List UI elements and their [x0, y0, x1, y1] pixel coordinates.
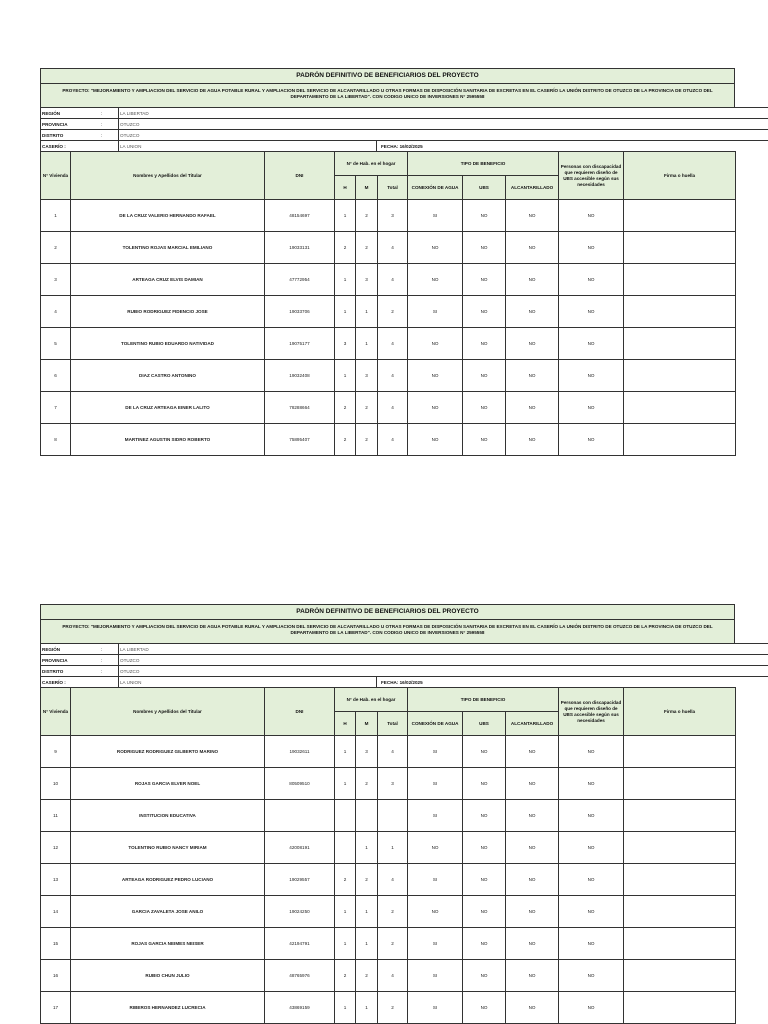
- cell-discapacidad: NO: [559, 392, 624, 424]
- cell-dni: 48154697: [265, 200, 335, 232]
- cell-conexion: SI: [408, 800, 463, 832]
- cell-total: 4: [378, 864, 408, 896]
- cell-titular: ARTEAGA CRUZ ELVIS DAMIAN: [71, 264, 265, 296]
- beneficiary-sheet-2: [40, 604, 735, 1024]
- cell-n-vivienda: 17: [41, 992, 71, 1024]
- cell-firma[interactable]: [624, 992, 736, 1024]
- cell-m: [356, 800, 378, 832]
- cell-m: 1: [356, 896, 378, 928]
- cell-firma[interactable]: [624, 800, 736, 832]
- cell-dni: 19075177: [265, 328, 335, 360]
- cell-discapacidad: NO: [559, 328, 624, 360]
- cell-n-vivienda: 12: [41, 832, 71, 864]
- cell-m: 1: [356, 328, 378, 360]
- cell-firma[interactable]: [624, 768, 736, 800]
- cell-h: 1: [335, 736, 356, 768]
- cell-ubs: NO: [463, 832, 506, 864]
- cell-total: 1: [378, 832, 408, 864]
- cell-titular: TOLENTINO RUBIO EDUARDO NATIVIDAD: [71, 328, 265, 360]
- cell-total: [378, 800, 408, 832]
- cell-n-vivienda: 11: [41, 800, 71, 832]
- cell-conexion: SI: [408, 736, 463, 768]
- col-hab: N° de Hab. en el hogar: [335, 152, 408, 176]
- cell-discapacidad: NO: [559, 896, 624, 928]
- cell-titular: MARTINEZ AGUSTIN SIDRO ROBERTO: [71, 424, 265, 456]
- cell-conexion: SI: [408, 768, 463, 800]
- distrito-value: OTUZCO: [119, 666, 768, 677]
- cell-titular: INSTITUCION EDUCATIVA: [71, 800, 265, 832]
- distrito-label: DISTRITO: [41, 666, 85, 677]
- col-h: H: [335, 712, 356, 736]
- caserio-value: LA UNION: [119, 141, 377, 152]
- col-tipo: TIPO DE BENEFICIO: [408, 152, 559, 176]
- cell-ubs: NO: [463, 736, 506, 768]
- colon: :: [85, 119, 119, 130]
- cell-h: [335, 832, 356, 864]
- cell-titular: RODRIGUEZ RODRIGUEZ GILBERTO MARINO: [71, 736, 265, 768]
- cell-h: 1: [335, 768, 356, 800]
- cell-discapacidad: NO: [559, 736, 624, 768]
- info-row-distrito: [41, 666, 768, 677]
- region-value: LA LIBERTAD: [119, 644, 768, 655]
- cell-ubs: NO: [463, 768, 506, 800]
- cell-dni: 19033706: [265, 296, 335, 328]
- cell-h: [335, 800, 356, 832]
- cell-h: 1: [335, 264, 356, 296]
- cell-n-vivienda: 7: [41, 392, 71, 424]
- cell-ubs: NO: [463, 360, 506, 392]
- cell-ubs: NO: [463, 232, 506, 264]
- cell-ubs: NO: [463, 328, 506, 360]
- col-ubs: UBS: [463, 176, 506, 200]
- cell-n-vivienda: 5: [41, 328, 71, 360]
- cell-ubs: NO: [463, 800, 506, 832]
- cell-discapacidad: NO: [559, 864, 624, 896]
- cell-titular: RIBEROS HERNANDEZ LUCRECIA: [71, 992, 265, 1024]
- cell-conexion: SI: [408, 200, 463, 232]
- cell-m: 2: [356, 960, 378, 992]
- cell-titular: DE LA CRUZ VALERIO HERNANDO RAFAEL: [71, 200, 265, 232]
- beneficiary-sheet-1: [40, 68, 735, 456]
- cell-alcantarillado: NO: [506, 896, 559, 928]
- table-row: [41, 864, 736, 896]
- cell-titular: DIAZ CASTRO ANTONINO: [71, 360, 265, 392]
- col-alcantarillado: ALCANTARILLADO: [506, 712, 559, 736]
- location-info: [40, 643, 768, 687]
- cell-firma[interactable]: [624, 928, 736, 960]
- table-row: [41, 896, 736, 928]
- cell-alcantarillado: NO: [506, 232, 559, 264]
- table-header-row-1: [41, 152, 736, 176]
- cell-m: 1: [356, 296, 378, 328]
- cell-dni: [265, 800, 335, 832]
- colon: :: [85, 644, 119, 655]
- cell-total: 2: [378, 896, 408, 928]
- col-total: Total: [378, 712, 408, 736]
- cell-discapacidad: NO: [559, 264, 624, 296]
- cell-dni: 19032611: [265, 736, 335, 768]
- col-alcantarillado: ALCANTARILLADO: [506, 176, 559, 200]
- provincia-value: OTUZCO: [119, 655, 768, 666]
- cell-m: 3: [356, 736, 378, 768]
- col-firma: Firma o huella: [624, 688, 736, 736]
- cell-ubs: NO: [463, 864, 506, 896]
- cell-dni: 80509510: [265, 768, 335, 800]
- fecha: FECHA: 16/02/2025: [377, 677, 768, 688]
- col-h: H: [335, 176, 356, 200]
- info-row-region: [41, 108, 768, 119]
- cell-total: 4: [378, 360, 408, 392]
- cell-firma[interactable]: [624, 392, 736, 424]
- table-row: [41, 832, 736, 864]
- colon: :: [85, 655, 119, 666]
- cell-alcantarillado: NO: [506, 264, 559, 296]
- cell-dni: 19029557: [265, 864, 335, 896]
- cell-h: 1: [335, 296, 356, 328]
- cell-total: 2: [378, 296, 408, 328]
- cell-dni: 19024250: [265, 896, 335, 928]
- cell-alcantarillado: NO: [506, 296, 559, 328]
- cell-discapacidad: NO: [559, 424, 624, 456]
- cell-discapacidad: NO: [559, 768, 624, 800]
- cell-conexion: SI: [408, 296, 463, 328]
- col-conexion: CONEXIÓN DE AGUA: [408, 712, 463, 736]
- cell-m: 2: [356, 200, 378, 232]
- cell-firma[interactable]: [624, 200, 736, 232]
- table-row: [41, 360, 736, 392]
- col-n-vivienda: N° Vivienda: [41, 688, 71, 736]
- col-titular: Nombres y Apellidos del Titular: [71, 688, 265, 736]
- cell-firma[interactable]: [624, 296, 736, 328]
- cell-discapacidad: NO: [559, 992, 624, 1024]
- cell-conexion: NO: [408, 424, 463, 456]
- cell-total: 4: [378, 736, 408, 768]
- cell-firma[interactable]: [624, 864, 736, 896]
- table-row: [41, 800, 736, 832]
- info-row-caserio: [41, 677, 768, 688]
- region-label: REGIÓN: [41, 644, 85, 655]
- cell-total: 4: [378, 392, 408, 424]
- info-row-region: [41, 644, 768, 655]
- cell-alcantarillado: NO: [506, 832, 559, 864]
- table-row: [41, 392, 736, 424]
- cell-conexion: NO: [408, 896, 463, 928]
- col-m: M: [356, 712, 378, 736]
- table-row: [41, 992, 736, 1024]
- sheet-title: PADRÓN DEFINITIVO DE BENEFICIARIOS DEL PROYECTO: [40, 68, 735, 83]
- cell-alcantarillado: NO: [506, 328, 559, 360]
- cell-conexion: NO: [408, 232, 463, 264]
- cell-n-vivienda: 15: [41, 928, 71, 960]
- cell-total: 4: [378, 328, 408, 360]
- table-body: [41, 200, 736, 456]
- cell-total: 2: [378, 992, 408, 1024]
- cell-ubs: NO: [463, 264, 506, 296]
- cell-conexion: SI: [408, 864, 463, 896]
- cell-firma[interactable]: [624, 232, 736, 264]
- table-row: [41, 736, 736, 768]
- col-dni: DNI: [265, 152, 335, 200]
- cell-h: 1: [335, 992, 356, 1024]
- cell-alcantarillado: NO: [506, 768, 559, 800]
- cell-alcantarillado: NO: [506, 392, 559, 424]
- cell-firma[interactable]: [624, 896, 736, 928]
- cell-conexion: NO: [408, 360, 463, 392]
- table-body: [41, 736, 736, 1024]
- col-dni: DNI: [265, 688, 335, 736]
- region-label: REGIÓN: [41, 108, 85, 119]
- cell-alcantarillado: NO: [506, 992, 559, 1024]
- cell-titular: ROJAS GARCIA NEIMES NEISER: [71, 928, 265, 960]
- table-row: [41, 264, 736, 296]
- cell-firma[interactable]: [624, 360, 736, 392]
- cell-ubs: NO: [463, 992, 506, 1024]
- cell-alcantarillado: NO: [506, 736, 559, 768]
- col-discapacidad: Personas con discapacidad que requieren diseño de UBS accesible según sus necesidades: [559, 152, 624, 200]
- fecha: FECHA: 16/02/2025: [377, 141, 768, 152]
- caserio-label: CASERÍO :: [41, 677, 85, 688]
- info-row-provincia: [41, 655, 768, 666]
- cell-discapacidad: NO: [559, 928, 624, 960]
- cell-conexion: SI: [408, 960, 463, 992]
- cell-h: 2: [335, 232, 356, 264]
- cell-ubs: NO: [463, 296, 506, 328]
- table-row: [41, 200, 736, 232]
- location-info: [40, 107, 768, 151]
- cell-discapacidad: NO: [559, 296, 624, 328]
- distrito-label: DISTRITO: [41, 130, 85, 141]
- cell-n-vivienda: 13: [41, 864, 71, 896]
- cell-alcantarillado: NO: [506, 928, 559, 960]
- table-row: [41, 328, 736, 360]
- col-titular: Nombres y Apellidos del Titular: [71, 152, 265, 200]
- colon: :: [85, 108, 119, 119]
- table-header-row-1: [41, 688, 736, 712]
- cell-discapacidad: NO: [559, 232, 624, 264]
- cell-n-vivienda: 16: [41, 960, 71, 992]
- cell-alcantarillado: NO: [506, 200, 559, 232]
- cell-n-vivienda: 4: [41, 296, 71, 328]
- table-row: [41, 424, 736, 456]
- cell-ubs: NO: [463, 896, 506, 928]
- caserio-label: CASERÍO :: [41, 141, 85, 152]
- col-n-vivienda: N° Vivienda: [41, 152, 71, 200]
- cell-n-vivienda: 3: [41, 264, 71, 296]
- cell-alcantarillado: NO: [506, 960, 559, 992]
- cell-titular: RUBIO RODRIGUEZ FIDENCIO JOSE: [71, 296, 265, 328]
- cell-dni: 43869159: [265, 992, 335, 1024]
- cell-titular: TOLENTINO ROJAS MARCIAL EMILIANO: [71, 232, 265, 264]
- cell-alcantarillado: NO: [506, 424, 559, 456]
- cell-n-vivienda: 9: [41, 736, 71, 768]
- table-row: [41, 960, 736, 992]
- col-tipo: TIPO DE BENEFICIO: [408, 688, 559, 712]
- cell-m: 2: [356, 232, 378, 264]
- cell-n-vivienda: 2: [41, 232, 71, 264]
- cell-conexion: NO: [408, 328, 463, 360]
- cell-h: 3: [335, 328, 356, 360]
- cell-total: 4: [378, 232, 408, 264]
- cell-m: 2: [356, 768, 378, 800]
- cell-alcantarillado: NO: [506, 360, 559, 392]
- cell-firma[interactable]: [624, 264, 736, 296]
- cell-n-vivienda: 8: [41, 424, 71, 456]
- cell-total: 3: [378, 200, 408, 232]
- col-conexion: CONEXIÓN DE AGUA: [408, 176, 463, 200]
- cell-titular: DE LA CRUZ ARTEAGA EINER LALITO: [71, 392, 265, 424]
- cell-firma[interactable]: [624, 736, 736, 768]
- beneficiary-table: [40, 151, 736, 456]
- cell-dni: 48765976: [265, 960, 335, 992]
- cell-ubs: NO: [463, 200, 506, 232]
- cell-dni: 42008191: [265, 832, 335, 864]
- cell-alcantarillado: NO: [506, 800, 559, 832]
- cell-total: 4: [378, 264, 408, 296]
- cell-discapacidad: NO: [559, 360, 624, 392]
- cell-m: 1: [356, 832, 378, 864]
- col-discapacidad: Personas con discapacidad que requieren diseño de UBS accesible según sus necesidades: [559, 688, 624, 736]
- cell-h: 2: [335, 392, 356, 424]
- cell-conexion: NO: [408, 264, 463, 296]
- col-firma: Firma o huella: [624, 152, 736, 200]
- col-m: M: [356, 176, 378, 200]
- cell-m: 3: [356, 264, 378, 296]
- sheet-title: PADRÓN DEFINITIVO DE BENEFICIARIOS DEL PROYECTO: [40, 604, 735, 619]
- cell-total: 3: [378, 768, 408, 800]
- cell-titular: ARTEAGA RODRIGUEZ PEDRO LUCIANO: [71, 864, 265, 896]
- cell-n-vivienda: 1: [41, 200, 71, 232]
- cell-dni: 47772954: [265, 264, 335, 296]
- provincia-label: PROVINCIA: [41, 655, 85, 666]
- col-total: Total: [378, 176, 408, 200]
- cell-conexion: NO: [408, 832, 463, 864]
- cell-ubs: NO: [463, 424, 506, 456]
- cell-m: 1: [356, 992, 378, 1024]
- col-hab: N° de Hab. en el hogar: [335, 688, 408, 712]
- cell-alcantarillado: NO: [506, 864, 559, 896]
- region-value: LA LIBERTAD: [119, 108, 768, 119]
- cell-discapacidad: NO: [559, 800, 624, 832]
- cell-dni: 19033131: [265, 232, 335, 264]
- cell-ubs: NO: [463, 960, 506, 992]
- cell-titular: ROJAS GARCIA ELVER NOEL: [71, 768, 265, 800]
- cell-n-vivienda: 6: [41, 360, 71, 392]
- cell-m: 3: [356, 360, 378, 392]
- project-description: PROYECTO: "MEJORAMIENTO Y AMPLIACION DEL SERVICIO DE AGUA POTABLE RURAL Y AMPLIACION DEL SERVICIO DE ALCANTARILLADO U OTRAS FORMAS DE DISPOSICIÓN SANITARIA DE EXCRETAS EN EL CASERÍO LA UNIÓN DISTRITO DE OTUZCO DE LA PROVINCIA DE OTUZCO DEL DEPARTAMENTO DE LA LIBERTAD". CON CODIGO UNICO DE INVERSIONES N° 2595558: [40, 619, 735, 643]
- cell-discapacidad: NO: [559, 200, 624, 232]
- cell-conexion: SI: [408, 992, 463, 1024]
- cell-titular: RUBIO CHUN JULIO: [71, 960, 265, 992]
- colon: :: [85, 130, 119, 141]
- cell-h: 1: [335, 896, 356, 928]
- info-row-distrito: [41, 130, 768, 141]
- cell-dni: 75895407: [265, 424, 335, 456]
- cell-conexion: NO: [408, 392, 463, 424]
- provincia-value: OTUZCO: [119, 119, 768, 130]
- cell-h: 2: [335, 960, 356, 992]
- cell-m: 2: [356, 424, 378, 456]
- cell-discapacidad: NO: [559, 960, 624, 992]
- cell-dni: 78288664: [265, 392, 335, 424]
- cell-ubs: NO: [463, 928, 506, 960]
- cell-discapacidad: NO: [559, 832, 624, 864]
- distrito-value: OTUZCO: [119, 130, 768, 141]
- col-ubs: UBS: [463, 712, 506, 736]
- cell-titular: GARCIA ZAVALETA JOSE ANILO: [71, 896, 265, 928]
- cell-titular: TOLENTINO RUBIO NANCY MIRIAM: [71, 832, 265, 864]
- cell-h: 1: [335, 360, 356, 392]
- provincia-label: PROVINCIA: [41, 119, 85, 130]
- cell-firma[interactable]: [624, 424, 736, 456]
- colon: :: [85, 666, 119, 677]
- cell-total: 2: [378, 928, 408, 960]
- cell-conexion: SI: [408, 928, 463, 960]
- table-row: [41, 768, 736, 800]
- cell-m: 2: [356, 392, 378, 424]
- cell-dni: 42194791: [265, 928, 335, 960]
- beneficiary-table: [40, 687, 736, 1024]
- cell-h: 2: [335, 864, 356, 896]
- project-description: PROYECTO: "MEJORAMIENTO Y AMPLIACION DEL SERVICIO DE AGUA POTABLE RURAL Y AMPLIACION DEL SERVICIO DE ALCANTARILLADO U OTRAS FORMAS DE DISPOSICIÓN SANITARIA DE EXCRETAS EN EL CASERÍO LA UNIÓN DISTRITO DE OTUZCO DE LA PROVINCIA DE OTUZCO DEL DEPARTAMENTO DE LA LIBERTAD". CON CODIGO UNICO DE INVERSIONES N° 2595558: [40, 83, 735, 107]
- cell-firma[interactable]: [624, 832, 736, 864]
- cell-n-vivienda: 10: [41, 768, 71, 800]
- cell-h: 1: [335, 928, 356, 960]
- cell-ubs: NO: [463, 392, 506, 424]
- cell-h: 2: [335, 424, 356, 456]
- info-row-caserio: [41, 141, 768, 152]
- cell-m: 2: [356, 864, 378, 896]
- table-row: [41, 296, 736, 328]
- cell-dni: 19032408: [265, 360, 335, 392]
- cell-n-vivienda: 14: [41, 896, 71, 928]
- cell-m: 1: [356, 928, 378, 960]
- table-row: [41, 928, 736, 960]
- info-row-provincia: [41, 119, 768, 130]
- cell-total: 4: [378, 424, 408, 456]
- cell-firma[interactable]: [624, 960, 736, 992]
- cell-h: 1: [335, 200, 356, 232]
- caserio-value: LA UNION: [119, 677, 377, 688]
- table-row: [41, 232, 736, 264]
- cell-total: 4: [378, 960, 408, 992]
- cell-firma[interactable]: [624, 328, 736, 360]
